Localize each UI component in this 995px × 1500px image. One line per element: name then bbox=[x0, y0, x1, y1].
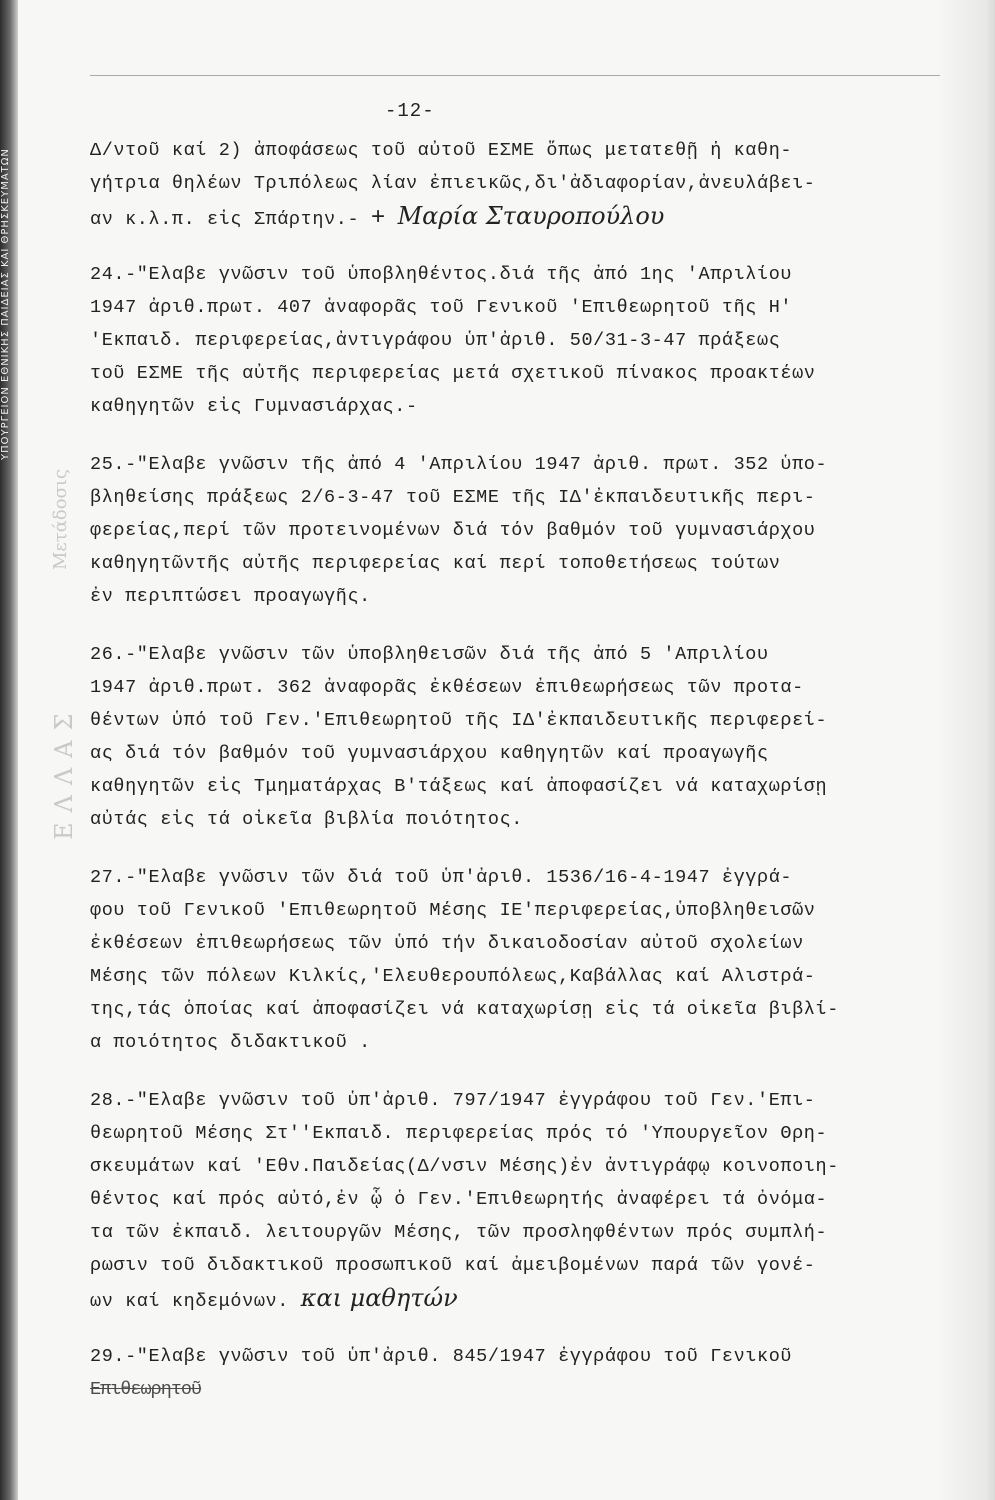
text-line: γήτρια θηλέων Τριπόλεως λίαν ἐπιεικῶς,δι'ἀδιαφορίαν,ἀνευλάβει- bbox=[90, 173, 816, 194]
text-line: 29.-"Ελαβε γνῶσιν τοῦ ὑπ'ἀριθ. 845/1947 ἐγγράφου τοῦ Γενικοῦ bbox=[90, 1346, 793, 1367]
text-line: 1947 ἀριθ.πρωτ. 407 ἀναφορᾶς τοῦ Γενικοῦ 'Επιθεωρητοῦ τῆς Η' bbox=[90, 297, 793, 318]
handwritten-cross: + bbox=[370, 205, 386, 232]
text-line: φερείας,περί τῶν προτεινομένων διά τόν βαθμόν τοῦ γυμνασιάρχου bbox=[90, 520, 816, 541]
paragraph-28 bbox=[90, 1084, 940, 1315]
page-number: -12- bbox=[385, 100, 435, 122]
struck-text-line: Επιθεωρητοῦ bbox=[90, 1379, 202, 1400]
text-line: αὐτάς εἰς τά οἰκεῖα βιβλία ποιότητος. bbox=[90, 809, 523, 830]
paragraph-continuation bbox=[90, 134, 940, 233]
text-line: ἐκθέσεων ἐπιθεωρήσεως τῶν ὑπό τήν δικαιοδοσίαν αὐτοῦ σχολείων bbox=[90, 933, 804, 954]
paragraph-gap bbox=[90, 233, 940, 258]
text-line: θεωρητοῦ Μέσης Στ''Εκπαιδ. περιφερείας πρός τό 'Υπουργεῖον Θρη- bbox=[90, 1123, 828, 1144]
document-body bbox=[90, 134, 940, 1406]
text-line: σκευμάτων καί 'Εθν.Παιδείας(Δ/νσιν Μέσης)ἐν ἀντιγράφῳ κοινοποιη- bbox=[90, 1156, 839, 1177]
paragraph-gap bbox=[90, 613, 940, 638]
text-line: καθηγητῶν εἰς Τμηματάρχας Β'τάξεως καί ἀποφασίζει νά καταχωρίσῃ bbox=[90, 776, 828, 797]
paragraph-gap bbox=[90, 423, 940, 448]
handwritten-signature: Μαρία Σταυροπούλου bbox=[397, 202, 665, 230]
text-line: 1947 ἀριθ.πρωτ. 362 ἀναφορᾶς ἐκθέσεων ἐπιθεωρήσεως τῶν προτα- bbox=[90, 677, 804, 698]
text-line: 'Εκπαιδ. περιφερείας,ἀντιγράφου ὑπ'ἀριθ. 50/31-3-47 πράξεως bbox=[90, 330, 781, 351]
faint-vertical-stamp: ΕΛΛΑΣ bbox=[50, 703, 78, 840]
spine-stamp-text: ΥΠΟΥΡΓΕΙΟΝ ΕΘΝΙΚΗΣ ΠΑΙΔΕΙΑΣ ΚΑΙ ΘΡΗΣΚΕΥΜΑΤΩΝ bbox=[0, 148, 11, 460]
paragraph-26 bbox=[90, 638, 940, 836]
text-line-content: αν κ.λ.π. εἰς Σπάρτην.- bbox=[90, 209, 360, 230]
text-line: 24.-"Ελαβε γνῶσιν τοῦ ὑποβληθέντος.διά τῆς ἀπό 1ης 'Απριλίου bbox=[90, 264, 793, 285]
paragraph-gap bbox=[90, 1059, 940, 1084]
paragraph-gap bbox=[90, 1315, 940, 1340]
text-line: ἐν περιπτώσει προαγωγῆς. bbox=[90, 586, 371, 607]
text-line: καθηγητῶν εἰς Γυμνασιάρχας.- bbox=[90, 396, 418, 417]
paragraph-29 bbox=[90, 1340, 940, 1406]
text-line: φου τοῦ Γενικοῦ 'Επιθεωρητοῦ Μέσης ΙΕ'περιφερείας,ὑποβληθεισῶν bbox=[90, 900, 816, 921]
paragraph-25 bbox=[90, 448, 940, 613]
text-line: α ποιότητος διδακτικοῦ . bbox=[90, 1032, 371, 1053]
text-line: 27.-"Ελαβε γνῶσιν τῶν διά τοῦ ὑπ'ἀριθ. 1536/16-4-1947 ἐγγρά- bbox=[90, 867, 793, 888]
handwritten-annotation: και μαθητών bbox=[300, 1284, 458, 1312]
text-line: της,τάς ὁποίας καί ἀποφασίζει νά καταχωρίσῃ εἰς τά οἰκεῖα βιβλί- bbox=[90, 999, 839, 1020]
text-line: Δ/ντοῦ καί 2) ἀποφάσεως τοῦ αὐτοῦ ΕΣΜΕ ὅπως μετατεθῇ ἡ καθη- bbox=[90, 140, 793, 161]
text-line: τοῦ ΕΣΜΕ τῆς αὐτῆς περιφερείας μετά σχετικοῦ πίνακος προακτέων bbox=[90, 363, 816, 384]
text-line: βληθείσης πράξεως 2/6-3-47 τοῦ ΕΣΜΕ τῆς ΙΔ'ἐκπαιδευτικῆς περι- bbox=[90, 487, 816, 508]
text-line bbox=[90, 1282, 940, 1315]
faint-vertical-stamp: Μετάδοσις bbox=[50, 469, 71, 570]
text-line: Μέσης τῶν πόλεων Κιλκίς,'Ελευθερουπόλεως,Καβάλλας καί Αλιστρά- bbox=[90, 966, 816, 987]
text-line: 25.-"Ελαβε γνῶσιν τῆς ἀπό 4 'Απριλίου 1947 ἀριθ. πρωτ. 352 ὑπο- bbox=[90, 454, 828, 475]
text-line-content: ων καί κηδεμόνων. bbox=[90, 1291, 289, 1312]
text-line: 28.-"Ελαβε γνῶσιν τοῦ ὑπ'ἀριθ. 797/1947 ἐγγράφου τοῦ Γεν.'Επι- bbox=[90, 1090, 816, 1111]
page-edge-shadow bbox=[935, 0, 995, 1500]
text-line: καθηγητῶντῆς αὐτῆς περιφερείας καί περί τοποθετήσεως τούτων bbox=[90, 553, 781, 574]
binding-strip bbox=[0, 0, 18, 1500]
text-line: ας διά τόν βαθμόν τοῦ γυμνασιάρχου καθηγητῶν καί προαγωγῆς bbox=[90, 743, 769, 764]
top-rule bbox=[90, 75, 940, 76]
paragraph-27 bbox=[90, 861, 940, 1059]
text-line: ρωσιν τοῦ διδακτικοῦ προσωπικοῦ καί ἀμειβομένων παρά τῶν γονέ- bbox=[90, 1255, 816, 1276]
text-line: 26.-"Ελαβε γνῶσιν τῶν ὑποβληθεισῶν διά τῆς ἀπό 5 'Απριλίου bbox=[90, 644, 769, 665]
text-line: τα τῶν ἐκπαιδ. λειτουργῶν Μέσης, τῶν προσληφθέντων πρός συμπλή- bbox=[90, 1222, 828, 1243]
paragraph-24 bbox=[90, 258, 940, 423]
text-line: θέντων ὑπό τοῦ Γεν.'Επιθεωρητοῦ τῆς ΙΔ'ἐκπαιδευτικῆς περιφερεί- bbox=[90, 710, 828, 731]
paragraph-gap bbox=[90, 836, 940, 861]
text-line: θέντος καί πρός αὐτό,ἐν ᾧ ὁ Γεν.'Επιθεωρητής ἀναφέρει τά ὀνόμα- bbox=[90, 1189, 828, 1210]
text-line bbox=[90, 200, 940, 233]
